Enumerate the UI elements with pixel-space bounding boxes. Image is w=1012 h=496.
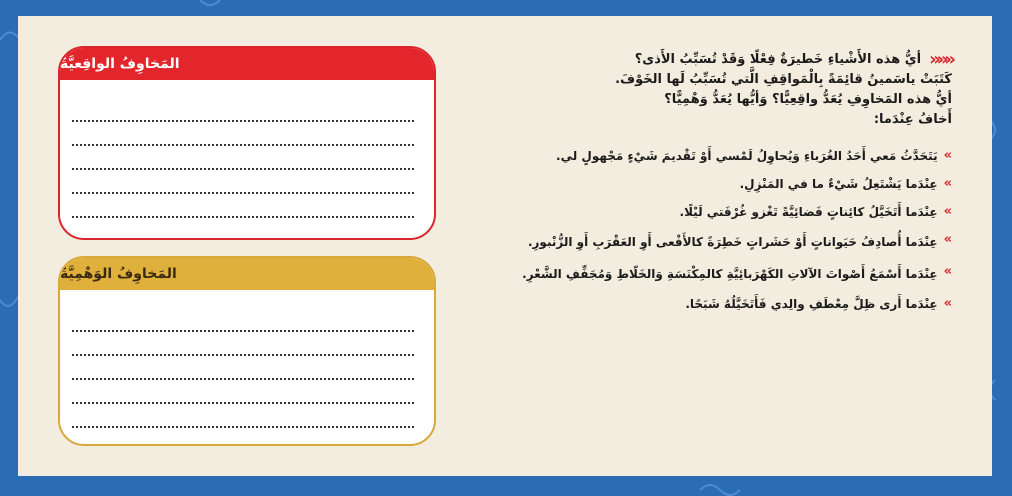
list-item: » عِنْدَما أَتَخَيَّلُ كائِناتٍ فَضائِيَّةً تَغْزو غُرْفَتي لَيْلًا. bbox=[482, 200, 952, 224]
bullet-icon: » bbox=[943, 296, 952, 311]
bullet-icon: » bbox=[943, 204, 952, 219]
worksheet-page bbox=[18, 16, 992, 476]
writing-line[interactable] bbox=[72, 358, 414, 380]
fear-items-list bbox=[482, 144, 952, 316]
writing-line[interactable] bbox=[72, 172, 414, 194]
list-item: » عِنْدَما يَشْتَعِلُ شَيْءٌ ما في المَنْزِلِ. bbox=[482, 172, 952, 196]
real-fears-lines[interactable] bbox=[72, 100, 414, 240]
imaginary-fears-box bbox=[58, 256, 436, 446]
writing-line[interactable] bbox=[72, 406, 414, 428]
question-text bbox=[482, 50, 952, 320]
writing-line[interactable] bbox=[72, 148, 414, 170]
double-chevron-icon: ««« bbox=[929, 49, 952, 70]
intro-line-1: أيُّ هذه الأَشْياءِ خَطيرَةٌ فِعْلًا وَقَدْ تُسَبِّبُ الأَذى؟ bbox=[634, 52, 922, 67]
writing-line[interactable] bbox=[96, 430, 414, 446]
intro-paragraph bbox=[482, 50, 952, 130]
writing-line[interactable] bbox=[72, 334, 414, 356]
writing-line[interactable] bbox=[96, 220, 414, 240]
bullet-icon: » bbox=[943, 232, 952, 247]
list-item: » عِنْدَما أَرى ظِلَّ مِعْطَفِ والِدي فَأَتَخَيَّلُهُ شَبَحًا. bbox=[482, 292, 952, 316]
real-fears-box bbox=[58, 46, 436, 240]
list-item: » يَتَحَدَّثُ مَعي أَحَدُ الغُرَباءِ وَيُحاوِلُ لَمْسي أَوْ تَقْديمَ شَيْءٍ مَجْهولٍ لي. bbox=[482, 144, 952, 168]
bullet-icon: » bbox=[943, 176, 952, 191]
list-item: » عِنْدَما أَسْمَعُ أَصْواتَ الآلاتِ الكَهْرَبائِيَّةِ كالمِكْنَسَةِ وَالخَلّاطِ وَمُجَفِّفِ الشَّعْرِ. bbox=[482, 260, 952, 288]
bullet-icon: » bbox=[943, 148, 952, 163]
writing-line[interactable] bbox=[72, 124, 414, 146]
intro-line-2: كَتَبَتْ ياسَمينُ قائِمَةً بِالْمَواقِفِ الَّتي تُسَبِّبُ لَها الخَوْفَ. bbox=[615, 72, 952, 87]
intro-line-3: أيُّ هذه المَخاوِفِ يُعَدُّ واقِعِيًّا؟ وَأيُّها يُعَدُّ وَهْمِيًّا؟ bbox=[664, 92, 952, 107]
writing-line[interactable] bbox=[72, 382, 414, 404]
real-fears-title: المَخاوِفُ الواقِعيَّةُ bbox=[60, 48, 434, 80]
writing-line[interactable] bbox=[72, 100, 414, 122]
imaginary-fears-lines[interactable] bbox=[72, 310, 414, 446]
writing-line[interactable] bbox=[72, 196, 414, 218]
list-item: » عِنْدَما أُصادِفُ حَيَواناتٍ أَوْ حَشَراتٍ خَطِرَةً كالأَفْعى أَوِ العَقْرَبِ أَوِ الزُّنْبورِ. bbox=[482, 228, 952, 256]
imaginary-fears-title: المَخاوِفُ الوَهْمِيَّةُ bbox=[60, 258, 434, 290]
writing-line[interactable] bbox=[72, 310, 414, 332]
bullet-icon: » bbox=[943, 264, 952, 279]
intro-line-4: أَخافُ عِنْدَما: bbox=[873, 112, 952, 127]
